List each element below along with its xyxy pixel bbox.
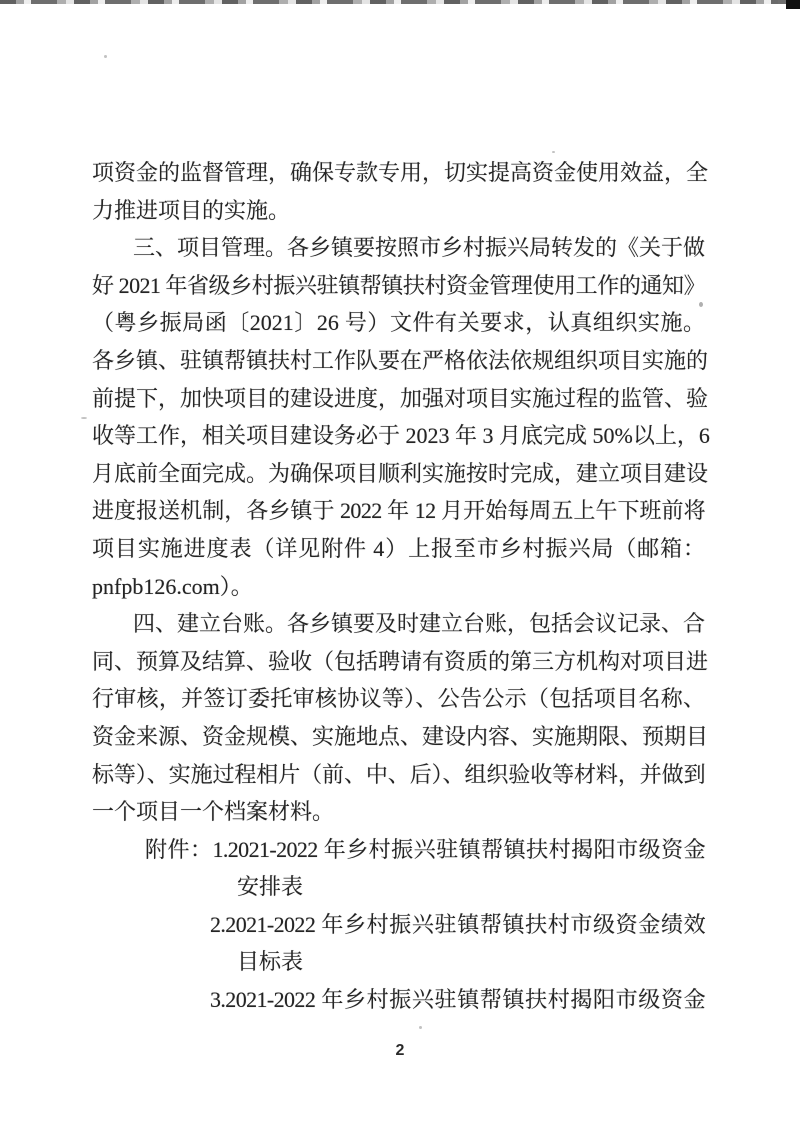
document-line-3: 三、项目管理。各乡镇要按照市乡村振兴局转发的《关于做 bbox=[133, 235, 706, 261]
document-line-12: pnfpb126.com）。 bbox=[92, 573, 253, 599]
document-line-18: 一个项目一个档案材料。 bbox=[92, 799, 335, 825]
document-line-4: 好 2021 年省级乡村振兴驻镇帮镇扶村资金管理使用工作的通知》 bbox=[92, 272, 705, 298]
document-line-23-attachment-3: 3.2021-2022 年乡村振兴驻镇帮镇扶村揭阳市级资金 bbox=[210, 987, 705, 1013]
document-line-10: 进度报送机制，各乡镇于 2022 年 12 月开始每周五上午下班前将 bbox=[92, 498, 705, 524]
scan-speck bbox=[552, 151, 555, 153]
document-line-5: （粤乡振局函〔2021〕26 号）文件有关要求，认真组织实施。 bbox=[92, 310, 705, 336]
document-page-body bbox=[92, 154, 710, 1019]
document-line-1: 项资金的监督管理，确保专款专用，切实提高资金使用效益，全 bbox=[92, 160, 709, 185]
document-line-13: 四、建立台账。各乡镇要及时建立台账，包括会议记录、合 bbox=[133, 611, 706, 637]
scan-speck bbox=[81, 417, 87, 419]
document-line-15: 行审核，并签订委托审核协议等）、公告公示（包括项目名称、 bbox=[92, 686, 705, 712]
scan-speck bbox=[419, 1026, 422, 1029]
document-line-21-attachment-2: 2.2021-2022 年乡村振兴驻镇帮镇扶村市级资金绩效 bbox=[210, 911, 705, 937]
document-line-19-attachment-1: 附件：1.2021-2022 年乡村振兴驻镇帮镇扶村揭阳市级资金 bbox=[145, 836, 705, 862]
document-line-20-attachment-1-wrap: 安排表 bbox=[237, 874, 304, 900]
document-line-17: 标等）、实施过程相片（前、中、后）、组织验收等材料，并做到 bbox=[92, 761, 705, 787]
document-line-14: 同、预算及结算、验收（包括聘请有资质的第三方机构对项目进 bbox=[92, 648, 709, 674]
scan-artifact-corner-blob bbox=[786, 0, 800, 9]
document-line-2: 力推进项目的实施。 bbox=[92, 197, 291, 223]
scan-artifact-top-edge bbox=[0, 0, 800, 4]
document-line-7: 前提下，加快项目的建设进度，加强对项目实施过程的监管、验 bbox=[92, 385, 709, 411]
document-line-8: 收等工作，相关项目建设务必于 2023 年 3 月底完成 50%以上，6 bbox=[92, 423, 710, 449]
document-line-6: 各乡镇、驻镇帮镇扶村工作队要在严格依法依规组织项目实施的 bbox=[92, 347, 709, 373]
document-line-16: 资金来源、资金规模、实施地点、建设内容、实施期限、预期目 bbox=[92, 723, 709, 749]
document-line-22-attachment-2-wrap: 目标表 bbox=[237, 949, 304, 975]
document-line-9: 月底前全面完成。为确保项目顺利实施按时完成，建立项目建设 bbox=[92, 460, 709, 486]
document-line-11: 项目实施进度表（详见附件 4）上报至市乡村振兴局（邮箱： bbox=[92, 535, 705, 561]
scan-speck bbox=[104, 55, 107, 58]
page-number: 2 bbox=[395, 1042, 405, 1059]
scan-artifact-corner-mark bbox=[771, 0, 778, 4]
